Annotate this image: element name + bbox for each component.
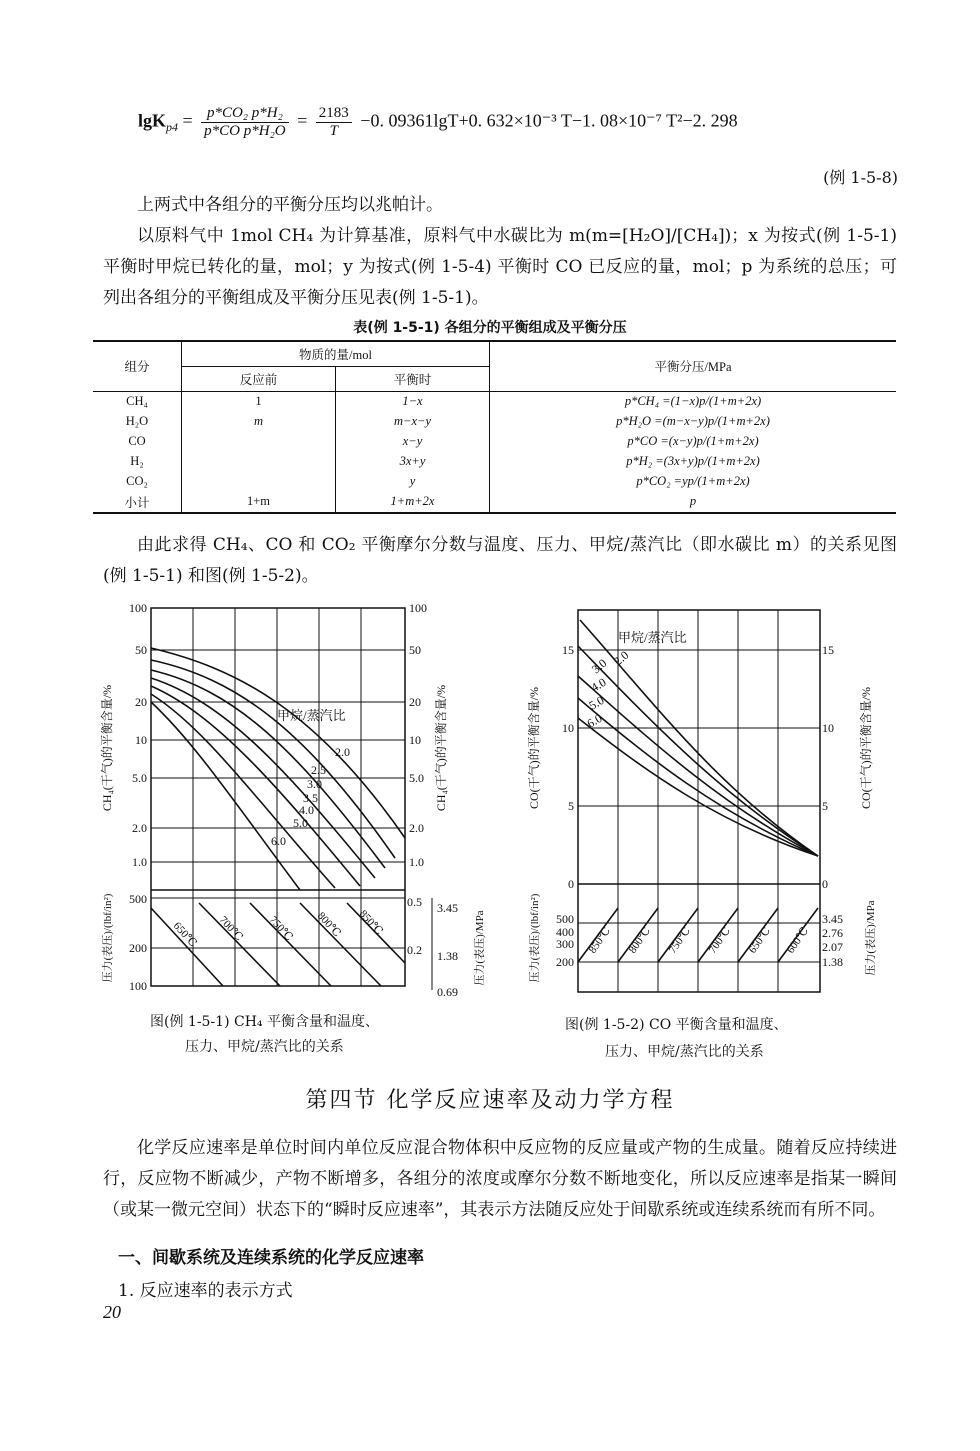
cell-before: 1: [182, 391, 336, 411]
fig1-pressure-right-label: 压力(表压)/MPa: [474, 910, 486, 986]
fig2-right-tick: 15: [822, 643, 834, 657]
fig1-p-right-tick: 3.45: [437, 901, 458, 915]
figure-ch4-equilibrium: [95, 598, 495, 1008]
header-component: 组分: [93, 341, 182, 391]
fig2-temp-label: 700℃: [706, 925, 733, 956]
section-title: 第四节 化学反应速率及动力学方程: [305, 1088, 675, 1113]
cell-equilibrium: m−x−y: [336, 411, 490, 431]
subheading-1: 一、间歇系统及连续系统的化学反应速率: [118, 1248, 424, 1268]
cell-equilibrium: 1−x: [336, 391, 490, 411]
page-number: 20: [103, 1302, 121, 1322]
cell-equilibrium: x−y: [336, 431, 490, 451]
fig2-caption-line-1: 图(例 1-5-2) CO 平衡含量和温度、: [565, 1017, 788, 1033]
cell-component: 小计: [93, 491, 182, 513]
fig2-ratio-label: 3.0: [588, 655, 610, 677]
fig2-ratio-label: 2.0: [610, 647, 632, 669]
fig2-ratio-label: 5.0: [586, 692, 607, 713]
paragraph-4: 化学反应速率是单位时间内单位反应混合物体积中反应物的反应量或产物的生成量。随着反应持续进行，反应物不断减少，产物不断增多，各组分的浓度或摩尔分数不断地变化，所以反应速率是指某一瞬间（或某一微元空间）状态下的“瞬时反应速率”，其表示方法随反应处于间歇系统或连续系统而有所不同。: [103, 1138, 897, 1220]
fraction-2-numerator: 2183: [316, 105, 352, 123]
table-row: [93, 431, 896, 451]
cell-partial: p*CO =(x−y)p/(1+m+2x): [490, 431, 897, 451]
fig1-p-right-tick: 0.69: [437, 985, 458, 999]
fig1-ratio-label: 5.0: [293, 816, 308, 830]
table-row: [93, 391, 896, 411]
fig2-temp-label: 850℃: [586, 925, 613, 956]
fig2-p-right-tick: 2.76: [822, 926, 843, 940]
fig2-legend-title: 甲烷/蒸汽比: [618, 630, 687, 645]
fig1-caption-line-1: 图(例 1-5-1) CH₄ 平衡含量和温度、: [150, 1014, 379, 1030]
cell-before: 1+m: [182, 491, 336, 513]
fig2-caption-line-2: 压力、甲烷/蒸汽比的关系: [605, 1044, 764, 1060]
fig2-p-left-tick: 500: [556, 912, 574, 926]
fig2-p-left-tick: 400: [556, 925, 574, 939]
table-caption: 表(例 1-5-1) 各组分的平衡组成及平衡分压: [353, 320, 627, 336]
fig1-p-right-tick: 0.5: [407, 895, 422, 909]
header-partial-pressure: 平衡分压/MPa: [490, 341, 897, 391]
equation: lgK$_{p4}$ = $\frac{\text{p*CO₂ p*H₂}}{\text{p*CO p*H₂O}}$ = $\frac{2183}{T}$ −0. 09361lgT+0. 632×10⁻³ T−1. 08×10⁻⁷ T²−2. 298: [138, 105, 738, 139]
fig1-left-tick: 10: [135, 733, 147, 747]
cell-component: CO₂: [126, 473, 148, 488]
fig1-right-tick: 20: [409, 695, 421, 709]
cell-before: m: [182, 411, 336, 431]
cell-component: CH₄: [126, 393, 148, 408]
fig2-left-tick: 15: [562, 643, 574, 657]
fig1-ratio-label: 3.5: [303, 791, 318, 805]
fig2-temp-label: 650℃: [746, 925, 773, 956]
header-amount: 物质的量/mol: [182, 341, 490, 366]
equation-reference: (例 1-5-8): [823, 168, 898, 187]
fig1-temp-label: 650℃: [170, 919, 199, 950]
fig1-right-tick: 10: [409, 733, 421, 747]
cell-partial: p*H₂O =(m−x−y)p/(1+m+2x): [490, 411, 897, 431]
fig2-left-axis-label: CO(干气)的平衡含量/%: [527, 687, 541, 809]
fig2-right-tick: 0: [822, 877, 828, 891]
fig1-left-tick: 2.0: [132, 821, 147, 835]
cell-before: [182, 451, 336, 471]
fig1-right-tick: 50: [409, 643, 421, 657]
fig1-temp-label: 700℃: [216, 913, 245, 944]
fig2-temp-label: 800℃: [626, 925, 653, 956]
fig1-pressure-left-label: 压力(表压)/(lbf/in²): [102, 893, 114, 983]
fig1-right-tick: 1.0: [409, 855, 424, 869]
cell-partial: p*H₂ =(3x+y)p/(1+m+2x): [490, 451, 897, 471]
fraction-1-numerator: p*CO₂ p*H₂: [201, 105, 288, 123]
fig1-right-ticks: [409, 601, 427, 869]
fig1-right-tick: 100: [409, 601, 427, 615]
fig1-ratio-label: 2.5: [311, 763, 326, 777]
cell-equilibrium: y: [336, 471, 490, 491]
fig1-temp-label: 800℃: [314, 909, 343, 940]
fig2-pressure-right-ticks: [822, 912, 843, 969]
fig2-p-left-tick: 300: [556, 937, 574, 951]
fig2-right-axis-label: CO(干气)的平衡含量/%: [859, 687, 873, 809]
table-row: [93, 411, 896, 431]
fig1-p-left-tick: 200: [129, 941, 147, 955]
fig1-left-ticks: [129, 601, 147, 869]
fig1-ratio-label: 4.0: [299, 803, 314, 817]
fig2-temp-label: 750℃: [666, 925, 693, 956]
fig1-right-tick: 5.0: [409, 771, 424, 785]
equation-lhs: lgK: [138, 110, 167, 131]
fig2-p-right-tick: 3.45: [822, 912, 843, 926]
fig2-p-right-tick: 2.07: [822, 940, 843, 954]
fig1-left-tick: 100: [129, 601, 147, 615]
fig2-p-left-tick: 200: [556, 955, 574, 969]
fig2-pressure-right-label: 压力(表压)/MPa: [865, 900, 877, 976]
fig1-temp-label: 850℃: [356, 907, 385, 938]
paragraph-3: 由此求得 CH₄、CO 和 CO₂ 平衡摩尔分数与温度、压力、甲烷/蒸汽比（即水碳比 m）的关系见图(例 1-5-1) 和图(例 1-5-2)。: [103, 535, 897, 586]
fig1-p-left-tick: 100: [129, 979, 147, 993]
fig1-ratio-label: 2.0: [335, 745, 350, 759]
fig1-p-right-tick: 1.38: [437, 949, 458, 963]
table-row: [93, 471, 896, 491]
fig1-temperature-labels: [171, 908, 385, 949]
paragraph-1: 上两式中各组分的平衡分压均以兆帕计。: [137, 195, 443, 215]
fig1-ratio-label: 6.0: [271, 834, 286, 848]
header-equilibrium: 平衡时: [336, 366, 490, 391]
fig1-pressure-left-ticks: [129, 892, 147, 993]
equilibrium-table: [93, 340, 896, 514]
fig2-pressure-left-ticks: [556, 912, 574, 969]
fig1-p-left-tick: 500: [129, 892, 147, 906]
fig2-pressure-left-label: 压力(表压)/(lbf/in²): [529, 893, 541, 983]
fig2-right-ticks: [822, 643, 834, 891]
fig2-temp-label: 600℃: [784, 925, 811, 956]
fig1-right-tick: 2.0: [409, 821, 424, 835]
fig1-ratio-label: 3.0: [307, 777, 322, 791]
fraction-2-denominator: T: [329, 123, 338, 139]
fig2-ratio-label: 4.0: [588, 674, 609, 695]
cell-equilibrium: 1+m+2x: [336, 491, 490, 513]
equation-lhs-sub: p4: [166, 120, 179, 135]
fig1-legend-title: 甲烷/蒸汽比: [277, 708, 346, 723]
equation-rest: −0. 09361lgT+0. 632×10⁻³ T−1. 08×10⁻⁷ T²−2. 298: [360, 110, 738, 131]
fig1-temp-label: 750℃: [266, 913, 295, 944]
cell-component: CO: [128, 433, 146, 448]
table-row: [93, 491, 896, 513]
subheading-2: 1. 反应速率的表示方式: [118, 1281, 293, 1301]
fig1-ratio-curves: [151, 648, 405, 890]
fig2-temperature-labels: [587, 925, 811, 955]
fig1-caption-line-2: 压力、甲烷/蒸汽比的关系: [185, 1039, 344, 1055]
fig1-right-axis-label: CH₄(干气)的平衡含量/%: [434, 684, 448, 812]
fig2-p-right-tick: 1.38: [822, 955, 843, 969]
paragraph-2: 以原料气中 1mol CH₄ 为计算基准，原料气中水碳比为 m(m=[H₂O]/[CH₄])；x 为按式(例 1-5-1) 平衡时甲烷已转化的量，mol；y 为按式(例 1-5-4) 平衡时 CO 已反应的量，mol；p 为系统的总压；可列出各组分的平衡组成及平衡分压见表(例 1-5-1)。: [103, 226, 897, 308]
fig2-left-tick: 10: [562, 721, 574, 735]
fraction-1-denominator: p*CO p*H₂O: [204, 123, 286, 139]
equation-fraction-1: [201, 105, 288, 140]
cell-partial: p*CH₄ =(1−x)p/(1+m+2x): [490, 391, 897, 411]
figure-co-equilibrium: [518, 598, 888, 1008]
fig2-grid: [578, 610, 820, 992]
fig1-left-tick: 50: [135, 643, 147, 657]
fig2-right-tick: 5: [822, 799, 828, 813]
fig1-p-right-tick: 0.2: [407, 943, 422, 957]
fig2-left-ticks: [562, 643, 574, 891]
fig2-left-tick: 5: [568, 799, 574, 813]
cell-equilibrium: 3x+y: [336, 451, 490, 471]
fig1-left-tick: 20: [135, 695, 147, 709]
fig1-left-tick: 1.0: [132, 855, 147, 869]
header-before: 反应前: [182, 366, 336, 391]
fig1-left-tick: 5.0: [132, 771, 147, 785]
equation-fraction-2: [316, 105, 352, 140]
fig1-pressure-right-ticks: [407, 895, 458, 999]
cell-component: H₂O: [125, 413, 149, 428]
fig2-right-tick: 10: [822, 721, 834, 735]
cell-before: [182, 471, 336, 491]
cell-before: [182, 431, 336, 451]
cell-partial: p*CO₂ =yp/(1+m+2x): [490, 471, 897, 491]
cell-component: H₂: [130, 453, 144, 468]
fig1-left-axis-label: CH₄(干气)的平衡含量/%: [100, 684, 114, 812]
cell-partial: p: [490, 491, 897, 513]
fig2-left-tick: 0: [568, 877, 574, 891]
table-row: [93, 451, 896, 471]
fig2-ratio-label: 6.0: [584, 710, 605, 731]
